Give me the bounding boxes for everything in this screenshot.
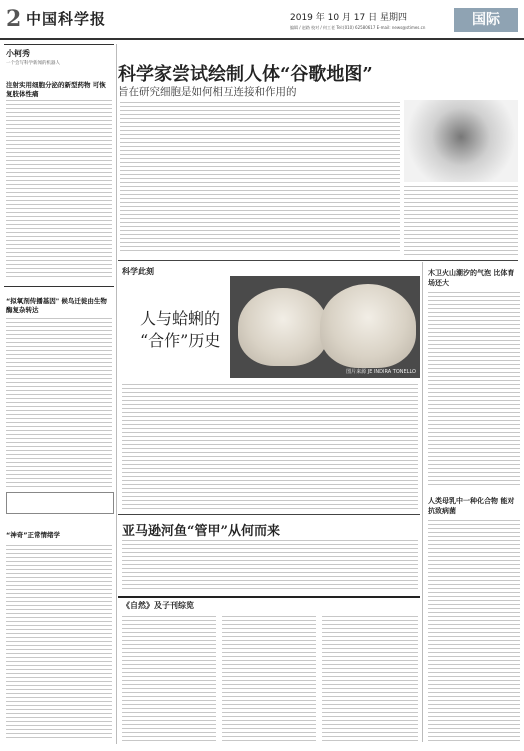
- left-headline-3: “神奇”正常情绪学: [6, 531, 61, 539]
- issue-date: 2019 年 10 月 17 日 星期四: [290, 13, 407, 23]
- left-article-3-body: [6, 545, 112, 741]
- main-subtitle: 旨在研究细胞是如何相互连接和作用的: [118, 86, 297, 98]
- feature-title-line-1: 人与蛤蜊的: [140, 309, 221, 328]
- image-credit: 图片来源 JE INDIRA TONELLO: [346, 369, 416, 375]
- bottom-col-3: [322, 616, 418, 744]
- left-article-1-body: [6, 100, 112, 280]
- left-rule-2: [4, 286, 114, 287]
- main-article-body: [120, 102, 400, 254]
- feature-tag: 科学此刻: [122, 267, 154, 276]
- left-headline-1: 注射实用细胞分泌的新型药物 可恢复肢体性痛: [6, 81, 106, 98]
- right-column-divider: [422, 262, 423, 742]
- clam-shell-right: [320, 284, 416, 368]
- cell-image: [404, 100, 518, 182]
- left-column-divider: [116, 44, 117, 744]
- right-headline-2: 人类母乳中一种化合物 能对抗致病菌: [428, 497, 515, 515]
- left-top-rule: [4, 44, 114, 45]
- main-title: 科学家尝试绘制人体“谷歌地图”: [118, 64, 373, 85]
- amazon-headline: 亚马逊河鱼“管甲”从何而来: [122, 524, 280, 539]
- main-rule-1: [118, 260, 518, 261]
- amazon-body: [122, 540, 418, 590]
- cell-caption-body: [404, 186, 518, 256]
- section-label: 国际: [454, 8, 518, 32]
- main-rule-2: [118, 514, 420, 515]
- staff-line: 编辑 / 赵路 校对 / 何工老 Tel:(010) 62580617 E-mail: news@stimes.cn: [290, 25, 426, 30]
- masthead: 中国科学报: [26, 10, 107, 28]
- page-number: 2: [6, 6, 22, 32]
- clam-photo: [230, 276, 420, 378]
- column-tag-sub: 一个会写科学新闻的机器人: [6, 61, 60, 66]
- left-info-box: [6, 492, 114, 514]
- bottom-col-2: [222, 616, 316, 744]
- bottom-rule: [118, 596, 420, 598]
- feature-title-line-2: “合作”历史: [140, 331, 221, 350]
- left-article-2-body: [6, 318, 112, 488]
- right-headline-1: 木卫火山潮汐的气泡 比体育场还大: [428, 269, 515, 287]
- right-article-1-body: [428, 292, 520, 488]
- bottom-section-title: 《自然》及子刊综览: [122, 601, 194, 610]
- column-tag: 小柯秀: [6, 49, 30, 58]
- left-headline-2: “拟氧剂传播基因" 候鸟迁徙由生物酶复杂转达: [6, 297, 107, 314]
- bottom-col-1: [122, 616, 216, 744]
- right-article-2-body: [428, 520, 520, 742]
- feature-body: [122, 384, 418, 510]
- clam-shell-left: [238, 288, 328, 366]
